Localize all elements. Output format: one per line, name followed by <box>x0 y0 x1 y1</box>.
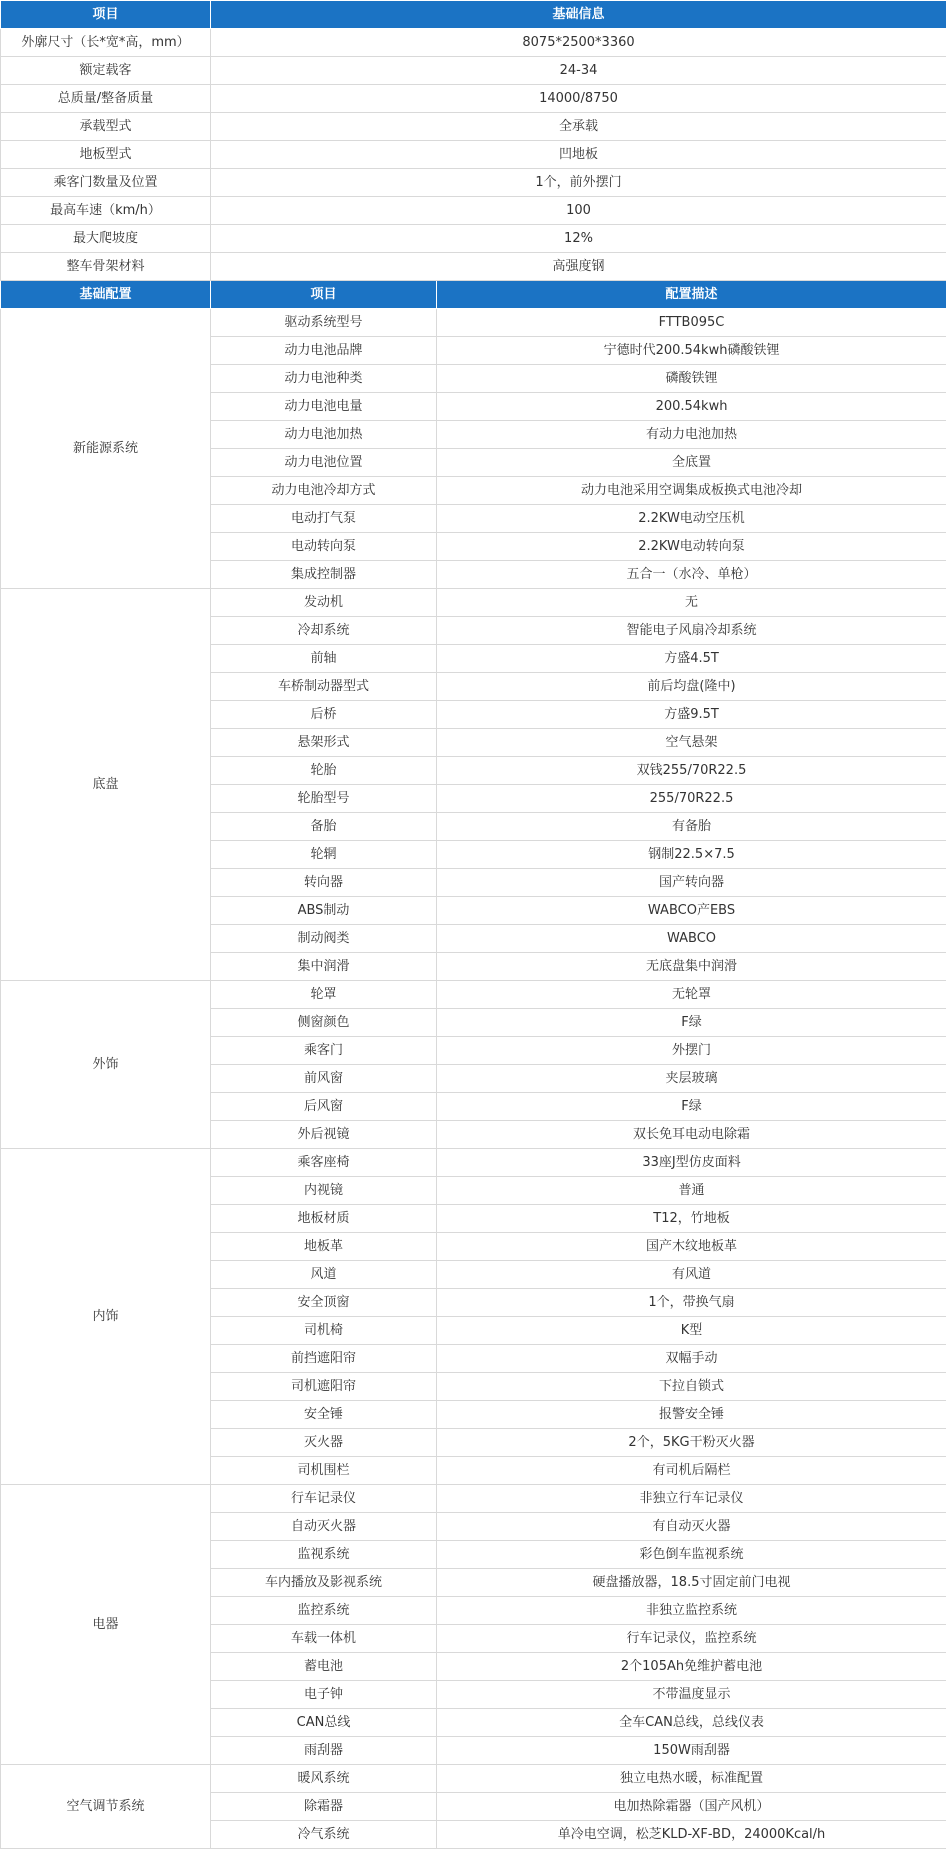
basic-item-value: 8075*2500*3360 <box>211 29 946 57</box>
basic-info-header <box>1 1 946 29</box>
basic-item-label: 乘客门数量及位置 <box>1 169 211 197</box>
config-item-value: 全底置 <box>437 449 946 477</box>
basic-item-value: 14000/8750 <box>211 85 946 113</box>
config-item-label: 司机围栏 <box>211 1457 437 1485</box>
config-item-value: 前后均盘(隆中) <box>437 673 946 701</box>
basic-item-value: 24-34 <box>211 57 946 85</box>
config-item-value: 无 <box>437 589 946 617</box>
config-item-label: 监视系统 <box>211 1541 437 1569</box>
table-row <box>1 29 946 57</box>
config-item-label: 后桥 <box>211 701 437 729</box>
config-item-value: 动力电池采用空调集成板换式电池冷却 <box>437 477 946 505</box>
config-item-value: 200.54kwh <box>437 393 946 421</box>
config-item-label: 司机遮阳帘 <box>211 1373 437 1401</box>
config-header <box>1 281 946 309</box>
config-item-label: 电动转向泵 <box>211 533 437 561</box>
config-item-label: 前轴 <box>211 645 437 673</box>
config-item-label: 风道 <box>211 1261 437 1289</box>
basic-item-value: 100 <box>211 197 946 225</box>
config-item-label: 轮罩 <box>211 981 437 1009</box>
config-item-label: 行车记录仪 <box>211 1485 437 1513</box>
category-cell: 新能源系统 <box>1 309 211 589</box>
basic-item-label: 总质量/整备质量 <box>1 85 211 113</box>
config-item-label: 前风窗 <box>211 1065 437 1093</box>
config-item-label: ABS制动 <box>211 897 437 925</box>
table-row <box>1 309 946 337</box>
config-item-value: 33座J型仿皮面料 <box>437 1149 946 1177</box>
category-cell: 电器 <box>1 1485 211 1765</box>
basic-item-label: 承载型式 <box>1 113 211 141</box>
category-cell: 外饰 <box>1 981 211 1149</box>
config-item-label: 集成控制器 <box>211 561 437 589</box>
config-item-value: 有备胎 <box>437 813 946 841</box>
basic-item-value: 全承载 <box>211 113 946 141</box>
config-item-value: 2.2KW电动空压机 <box>437 505 946 533</box>
config-item-label: 乘客门 <box>211 1037 437 1065</box>
table-row <box>1 57 946 85</box>
config-item-label: 电动打气泵 <box>211 505 437 533</box>
config-header-item: 项目 <box>211 281 437 309</box>
basic-item-label: 地板型式 <box>1 141 211 169</box>
basic-item-value: 12% <box>211 225 946 253</box>
config-item-label: 监控系统 <box>211 1597 437 1625</box>
config-item-value: 无底盘集中润滑 <box>437 953 946 981</box>
config-header-category: 基础配置 <box>1 281 211 309</box>
config-item-label: 安全锤 <box>211 1401 437 1429</box>
config-item-value: 外摆门 <box>437 1037 946 1065</box>
basic-item-label: 外廓尺寸（长*宽*高，mm） <box>1 29 211 57</box>
config-item-label: 前挡遮阳帘 <box>211 1345 437 1373</box>
config-item-value: 非独立行车记录仪 <box>437 1485 946 1513</box>
config-item-label: 安全顶窗 <box>211 1289 437 1317</box>
config-item-value: 五合一（水冷、单枪） <box>437 561 946 589</box>
config-item-value: 非独立监控系统 <box>437 1597 946 1625</box>
config-item-label: 自动灭火器 <box>211 1513 437 1541</box>
table-row <box>1 113 946 141</box>
config-item-value: F绿 <box>437 1093 946 1121</box>
config-item-label: 电子钟 <box>211 1681 437 1709</box>
table-row <box>1 225 946 253</box>
table-row <box>1 981 946 1009</box>
config-item-label: 暖风系统 <box>211 1765 437 1793</box>
config-item-label: 驱动系统型号 <box>211 309 437 337</box>
config-item-value: T12，竹地板 <box>437 1205 946 1233</box>
table-row <box>1 85 946 113</box>
config-item-value: 255/70R22.5 <box>437 785 946 813</box>
basic-item-label: 最高车速（km/h） <box>1 197 211 225</box>
config-item-value: 电加热除霜器（国产风机） <box>437 1793 946 1821</box>
config-item-label: 冷却系统 <box>211 617 437 645</box>
config-item-value: 有自动灭火器 <box>437 1513 946 1541</box>
config-item-value: WABCO产EBS <box>437 897 946 925</box>
config-item-label: 灭火器 <box>211 1429 437 1457</box>
config-item-label: 地板革 <box>211 1233 437 1261</box>
config-item-label: 制动阀类 <box>211 925 437 953</box>
config-item-label: 乘客座椅 <box>211 1149 437 1177</box>
config-item-label: 车内播放及影视系统 <box>211 1569 437 1597</box>
config-item-value: 方盛4.5T <box>437 645 946 673</box>
category-cell: 底盘 <box>1 589 211 981</box>
config-item-value: 2.2KW电动转向泵 <box>437 533 946 561</box>
config-item-value: 2个，5KG干粉灭火器 <box>437 1429 946 1457</box>
config-item-label: 侧窗颜色 <box>211 1009 437 1037</box>
config-item-value: 宁德时代200.54kwh磷酸铁锂 <box>437 337 946 365</box>
category-cell: 空气调节系统 <box>1 1765 211 1849</box>
config-item-label: 后风窗 <box>211 1093 437 1121</box>
config-item-label: 动力电池电量 <box>211 393 437 421</box>
config-item-label: 动力电池位置 <box>211 449 437 477</box>
config-item-value: FTTB095C <box>437 309 946 337</box>
basic-item-label: 额定载客 <box>1 57 211 85</box>
config-item-value: 硬盘播放器，18.5寸固定前门电视 <box>437 1569 946 1597</box>
config-item-value: 报警安全锤 <box>437 1401 946 1429</box>
config-item-label: 集中润滑 <box>211 953 437 981</box>
basic-item-value: 凹地板 <box>211 141 946 169</box>
config-item-label: CAN总线 <box>211 1709 437 1737</box>
config-item-label: 动力电池品牌 <box>211 337 437 365</box>
config-item-label: 轮胎 <box>211 757 437 785</box>
config-item-label: 转向器 <box>211 869 437 897</box>
config-item-value: 单冷电空调，松芝KLD-XF-BD，24000Kcal/h <box>437 1821 946 1849</box>
config-item-value: 行车记录仪，监控系统 <box>437 1625 946 1653</box>
config-item-value: 独立电热水暖，标准配置 <box>437 1765 946 1793</box>
config-item-label: 动力电池种类 <box>211 365 437 393</box>
config-item-value: 150W雨刮器 <box>437 1737 946 1765</box>
basic-header-info: 基础信息 <box>211 1 946 29</box>
config-item-value: 空气悬架 <box>437 729 946 757</box>
config-item-label: 除霜器 <box>211 1793 437 1821</box>
table-row <box>1 589 946 617</box>
config-item-value: 普通 <box>437 1177 946 1205</box>
config-item-value: 国产转向器 <box>437 869 946 897</box>
config-item-value: 钢制22.5×7.5 <box>437 841 946 869</box>
table-row <box>1 141 946 169</box>
config-item-value: 彩色倒车监视系统 <box>437 1541 946 1569</box>
config-item-value: 全车CAN总线，总线仪表 <box>437 1709 946 1737</box>
config-item-value: 有风道 <box>437 1261 946 1289</box>
config-item-label: 轮胎型号 <box>211 785 437 813</box>
table-row <box>1 169 946 197</box>
basic-item-value: 高强度钢 <box>211 253 946 281</box>
config-item-label: 备胎 <box>211 813 437 841</box>
config-item-value: 磷酸铁锂 <box>437 365 946 393</box>
config-item-label: 动力电池加热 <box>211 421 437 449</box>
config-item-value: 不带温度显示 <box>437 1681 946 1709</box>
config-item-value: 双幅手动 <box>437 1345 946 1373</box>
basic-item-value: 1个，前外摆门 <box>211 169 946 197</box>
config-item-value: 智能电子风扇冷却系统 <box>437 617 946 645</box>
table-row <box>1 1765 946 1793</box>
config-item-label: 发动机 <box>211 589 437 617</box>
config-item-value: 下拉自锁式 <box>437 1373 946 1401</box>
config-item-label: 冷气系统 <box>211 1821 437 1849</box>
config-item-label: 悬架形式 <box>211 729 437 757</box>
config-item-value: 有司机后隔栏 <box>437 1457 946 1485</box>
config-item-value: 无轮罩 <box>437 981 946 1009</box>
config-item-value: F绿 <box>437 1009 946 1037</box>
config-item-value: K型 <box>437 1317 946 1345</box>
config-item-value: 1个，带换气扇 <box>437 1289 946 1317</box>
config-item-value: 双钱255/70R22.5 <box>437 757 946 785</box>
table-row <box>1 1149 946 1177</box>
config-item-label: 车载一体机 <box>211 1625 437 1653</box>
config-item-label: 车桥制动器型式 <box>211 673 437 701</box>
config-item-value: 有动力电池加热 <box>437 421 946 449</box>
config-item-label: 雨刮器 <box>211 1737 437 1765</box>
table-row <box>1 1485 946 1513</box>
category-cell: 内饰 <box>1 1149 211 1485</box>
config-item-label: 轮辋 <box>211 841 437 869</box>
config-item-value: 2个105Ah免维护蓄电池 <box>437 1653 946 1681</box>
config-item-value: 双长免耳电动电除霜 <box>437 1121 946 1149</box>
table-row <box>1 253 946 281</box>
config-item-label: 外后视镜 <box>211 1121 437 1149</box>
config-item-value: 夹层玻璃 <box>437 1065 946 1093</box>
config-item-value: 方盛9.5T <box>437 701 946 729</box>
config-header-desc: 配置描述 <box>437 281 946 309</box>
config-item-value: WABCO <box>437 925 946 953</box>
config-item-label: 地板材质 <box>211 1205 437 1233</box>
config-item-label: 司机椅 <box>211 1317 437 1345</box>
config-item-label: 动力电池冷却方式 <box>211 477 437 505</box>
config-item-value: 国产木纹地板革 <box>437 1233 946 1261</box>
basic-item-label: 整车骨架材料 <box>1 253 211 281</box>
table-row <box>1 197 946 225</box>
basic-header-item: 项目 <box>1 1 211 29</box>
basic-item-label: 最大爬坡度 <box>1 225 211 253</box>
config-item-label: 内视镜 <box>211 1177 437 1205</box>
config-item-label: 蓄电池 <box>211 1653 437 1681</box>
